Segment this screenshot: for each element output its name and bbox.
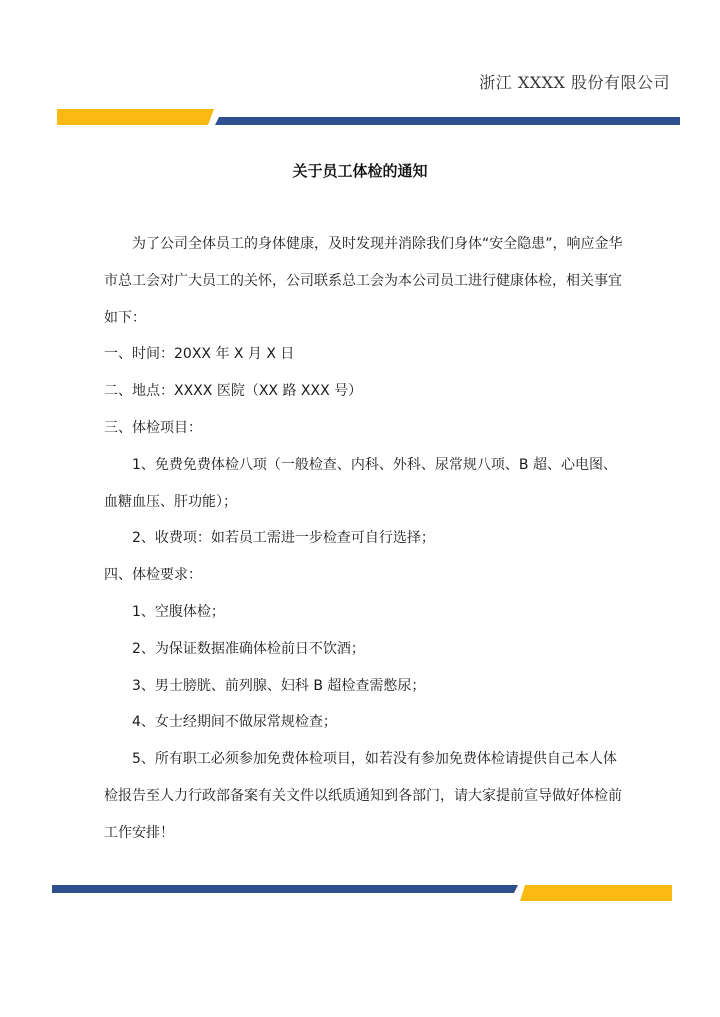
list-item: 2、为保证数据准确体检前日不饮酒； xyxy=(132,640,365,657)
header-band-blue xyxy=(215,117,680,125)
section-requirements-heading: 四、体检要求： xyxy=(104,567,202,584)
list-item: 5、所有职工必须参加免费体检项目，如若没有参加免费体检请提供自己本人体检报告至人力行政部备案有关文件以纸质通知到各部门，请大家提前宣导做好体检前工作安排！ xyxy=(104,751,622,841)
section-items-heading: 三、体检项目： xyxy=(104,419,202,436)
intro-paragraph: 为了公司全体员工的身体健康，及时发现并消除我们身体“安全隐患”，响应金华市总工会对广大员工的关怀，公司联系总工会为本公司员工进行健康体检，相关事宜如下： xyxy=(104,236,623,326)
list-item: 1、免费免费体检八项（一般检查、内科、外科、尿常规八项、B 超、心电图、血糖血压、肝功能）； xyxy=(104,456,617,510)
list-item: 2、收费项：如若员工需进一步检查可自行选择； xyxy=(132,530,435,547)
section-time: 一、时间：20XX 年 X 月 X 日 xyxy=(104,346,295,363)
section-location: 二、地点：XXXX 医院（XX 路 XXX 号） xyxy=(104,383,363,400)
footer-band-blue xyxy=(52,885,518,893)
header-band-yellow xyxy=(57,109,214,125)
header-band xyxy=(0,107,720,127)
list-item: 4、女士经期间不做尿常规检查； xyxy=(132,714,337,731)
list-item: 1、空腹体检； xyxy=(132,603,225,620)
list-item: 3、男士膀胱、前列腺、妇科 B 超检查需憋尿； xyxy=(132,677,426,694)
company-name: 浙江 XXXX 股份有限公司 xyxy=(479,73,670,92)
notice-body xyxy=(104,226,630,852)
footer-band-yellow xyxy=(520,885,672,901)
footer-band xyxy=(0,883,720,903)
page-title: 关于员工体检的通知 xyxy=(292,162,428,180)
